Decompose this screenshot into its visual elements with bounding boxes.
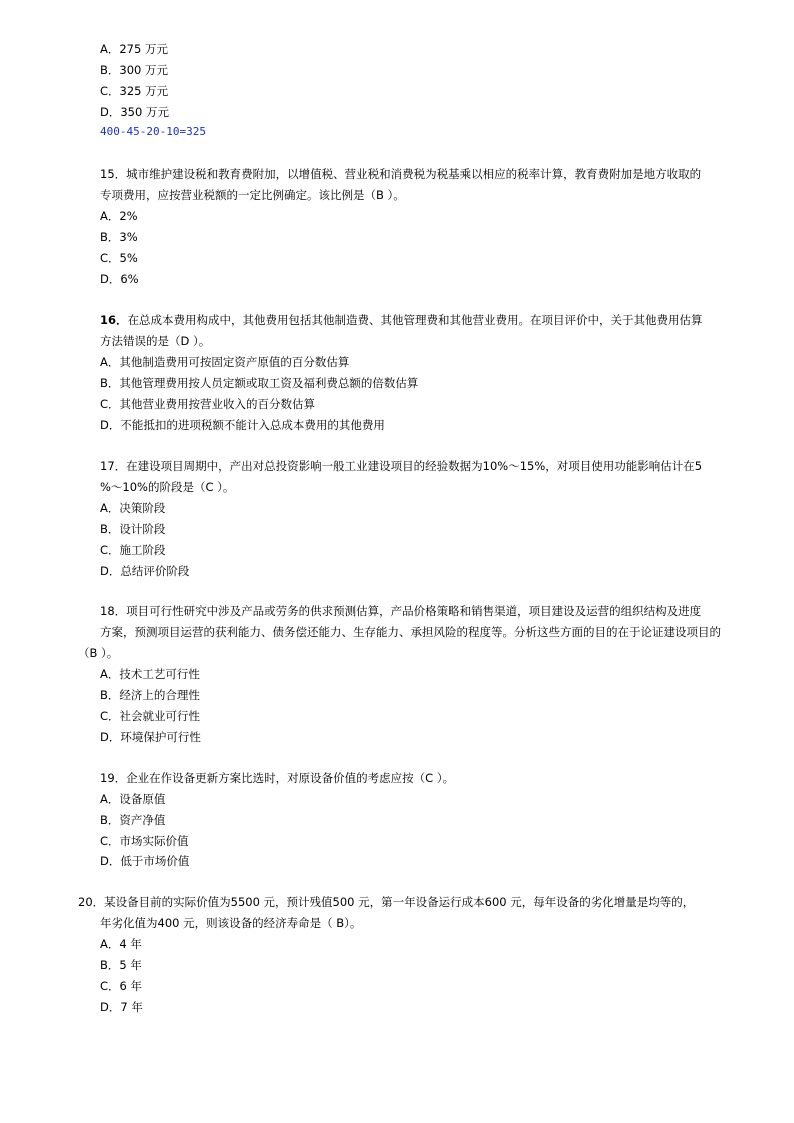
q14-option-d: D．350 万元 [100,105,169,119]
q19-option-d: D．低于市场价值 [100,854,190,868]
q18-option-a: A．技术工艺可行性 [100,667,200,681]
q15-stem-line2: 专项费用，应按营业税额的一定比例确定。该比例是（B ）。 [100,188,405,202]
q20-stem-line1: 20．某设备目前的实际价值为5500 元，预计残值500 元，第一年设备运行成本600 元，每年设备的劣化增量是均等的， [78,895,695,909]
q19-option-a: A．设备原值 [100,792,166,806]
q18-option-b: B．经济上的合理性 [100,688,200,702]
q18-stem-line1: 18．项目可行性研究中涉及产品或劳务的供求预测估算，产品价格策略和销售渠道，项目建设及运营的组织结构及进度 [100,604,702,618]
q19-option-b: B．资产净值 [100,813,166,827]
q16-stem-text: 在总成本费用构成中，其他费用包括其他制造费、其他管理费和其他营业费用。在项目评价中，关于其他费用估算 [127,313,703,327]
q15-option-a: A．2% [100,209,138,223]
q15-option-d: D．6% [100,272,139,286]
q15-option-c: C．5% [100,251,138,265]
q16-option-d: D．不能抵扣的进项税额不能计入总成本费用的其他费用 [100,418,385,432]
q16-option-b: B．其他管理费用按人员定额或取工资及福利费总额的倍数估算 [100,376,419,390]
q19-option-c: C．市场实际价值 [100,834,189,848]
q17-option-a: A．决策阶段 [100,501,166,515]
q18-option-d: D．环境保护可行性 [100,730,201,744]
q20-option-a: A．4 年 [100,937,142,951]
q16-number: 16． [100,313,128,327]
q16-stem-line1 [100,312,703,328]
q16-option-c: C．其他营业费用按营业收入的百分数估算 [100,397,316,411]
q20-stem-line2: 年劣化值为400 元，则该设备的经济寿命是（ B）。 [100,916,362,930]
q18-stem-line3: （B ）。 [78,646,119,660]
q20-option-b: B．5 年 [100,958,142,972]
q18-stem-line2: 方案，预测项目运营的获利能力、债务偿还能力、生存能力、承担风险的程度等。分析这些方面的目的在于论证建设项目的 [100,625,721,639]
q17-option-d: D．总结评价阶段 [100,564,190,578]
q15-option-b: B．3% [100,230,138,244]
q18-option-c: C．社会就业可行性 [100,709,201,723]
q14-option-c: C．325 万元 [100,84,169,98]
q19-stem-line1: 19．企业在作设备更新方案比选时，对原设备价值的考虑应按（C ）。 [100,771,455,785]
q17-option-c: C．施工阶段 [100,543,166,557]
q16-option-a: A．其他制造费用可按固定资产原值的百分数估算 [100,355,350,369]
q17-stem-line1: 17．在建设项目周期中，产出对总投资影响一般工业建设项目的经验数据为10%～15%，对项目使用功能影响估计在5 [100,459,703,473]
q14-option-a: A．275 万元 [100,42,168,56]
q14-option-b: B．300 万元 [100,63,168,77]
q17-option-b: B．设计阶段 [100,522,166,536]
q20-option-c: C．6 年 [100,979,143,993]
q20-option-d: D．7 年 [100,1000,143,1014]
q17-stem-line2: %～10%的阶段是（C ）。 [100,480,235,494]
q14-calculation-note: 400-45-20-10=325 [100,125,206,138]
q16-stem-line2: 方法错误的是（D ）。 [100,334,211,348]
q15-stem-line1: 15．城市维护建设税和教育费附加，以增值税、营业税和消费税为税基乘以相应的税率计算，教育费附加是地方收取的 [100,167,702,181]
